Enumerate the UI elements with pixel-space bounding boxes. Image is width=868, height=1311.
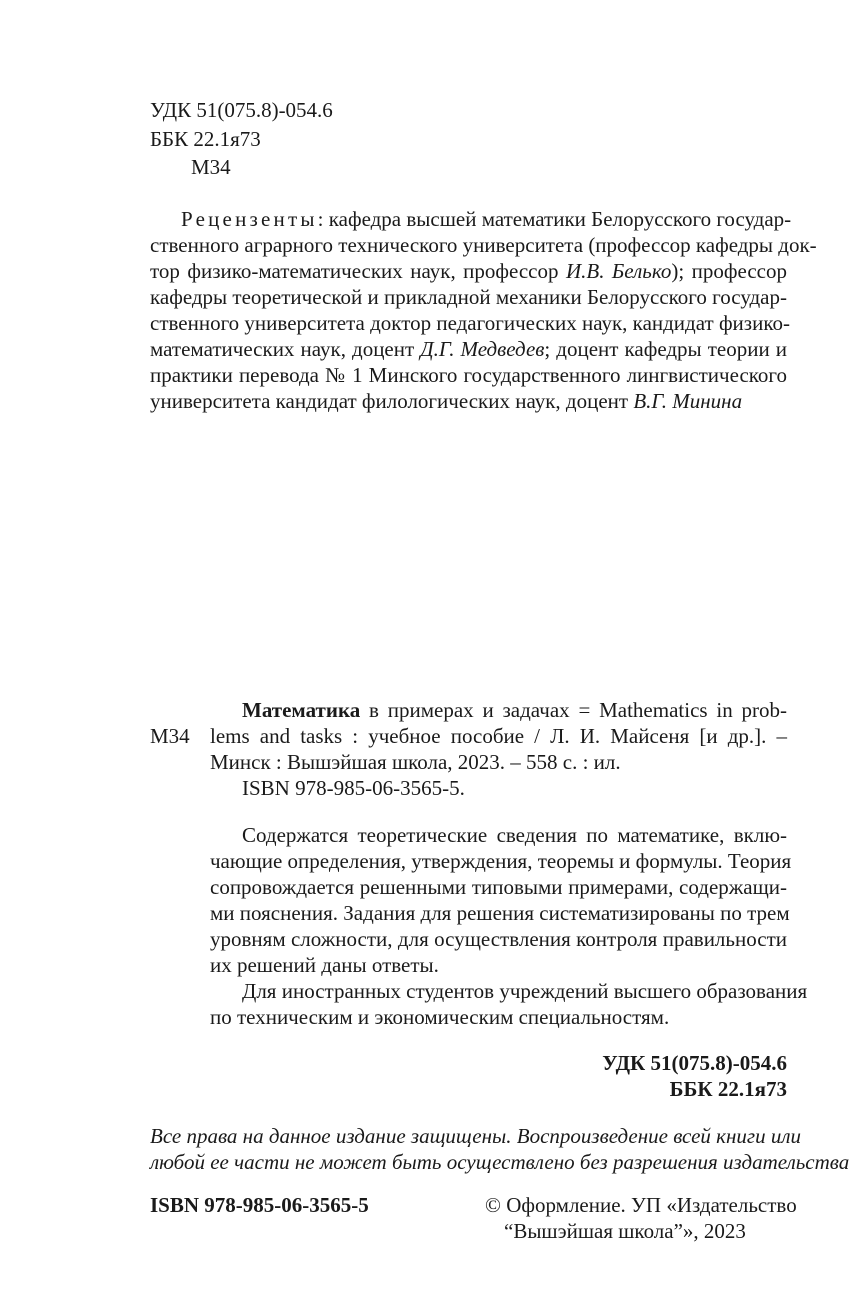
- annotation-line: Содержатся теоретические сведения по математике, вклю-: [242, 823, 787, 847]
- bottom-udk: УДК 51(075.8)-054.6: [602, 1051, 787, 1075]
- annotation-line: Для иностранных студентов учреждений высшего образования: [242, 979, 808, 1003]
- author-mark: М34: [191, 155, 231, 179]
- footer-isbn: ISBN 978-985-06-3565-5: [150, 1193, 369, 1217]
- annotation-line: ми пояснения. Задания для решения систематизированы по трем: [210, 901, 790, 925]
- copyright-line: “Вышэйшая школа”», 2023: [504, 1219, 746, 1243]
- reviewers-label: Рецензенты: [181, 207, 318, 231]
- annotation-line: по техническим и экономическим специальностям.: [210, 1005, 670, 1029]
- rights-notice-line: Все права на данное издание защищены. Воспроизведение всей книги или: [150, 1124, 802, 1148]
- catalog-line: lems and tasks : учебное пособие / Л. И. Майсеня [и др.]. –: [210, 724, 787, 748]
- reviewer-name: В.Г. Минина: [633, 389, 743, 413]
- reviewer-name: Д.Г. Медведев: [420, 337, 545, 361]
- reviewers-line: практики перевода № 1 Минского государственного лингвистического: [150, 363, 787, 387]
- catalog-isbn: ISBN 978-985-06-3565-5.: [242, 776, 465, 800]
- catalog-mark: М34: [150, 724, 190, 748]
- reviewers-line: кафедры теоретической и прикладной механики Белорусского государ-: [150, 285, 787, 309]
- reviewers-line: ственного университета доктор педагогических наук, кандидат физико-: [150, 311, 790, 335]
- reviewers-line: ственного аграрного технического университета (профессор кафедры док-: [150, 233, 817, 257]
- reviewers-line: Рецензенты: кафедра высшей математики Белорусского государ-: [181, 207, 792, 231]
- catalog-line: Математика в примерах и задачах = Mathematics in prob-: [242, 698, 787, 722]
- catalog-line: Минск : Вышэйшая школа, 2023. – 558 с. : ил.: [210, 750, 621, 774]
- bbk-code: ББК 22.1я73: [150, 127, 261, 151]
- annotation-line: сопровождается решенными типовыми примерами, содержащи-: [210, 875, 787, 899]
- annotation-line: уровням сложности, для осуществления контроля правильности: [210, 927, 787, 951]
- bottom-bbk: ББК 22.1я73: [669, 1077, 787, 1101]
- reviewer-name: И.В. Белько: [565, 259, 672, 283]
- annotation-line: чающие определения, утверждения, теоремы и формулы. Теория: [210, 849, 792, 873]
- book-title: Математика: [242, 698, 361, 722]
- reviewers-line: тор физико-математических наук, профессор И.В. Белько); профессор: [150, 259, 787, 283]
- udk-code: УДК 51(075.8)-054.6: [150, 98, 333, 122]
- rights-notice-line: любой ее части не может быть осуществлено без разрешения издательства: [150, 1150, 850, 1174]
- annotation-line: их решений даны ответы.: [210, 953, 439, 977]
- copyright-line: © Оформление. УП «Издательство: [485, 1193, 797, 1217]
- reviewers-line: математических наук, доцент Д.Г. Медведев; доцент кафедры теории и: [150, 337, 787, 361]
- reviewers-line: университета кандидат филологических наук, доцент В.Г. Минина: [150, 389, 743, 413]
